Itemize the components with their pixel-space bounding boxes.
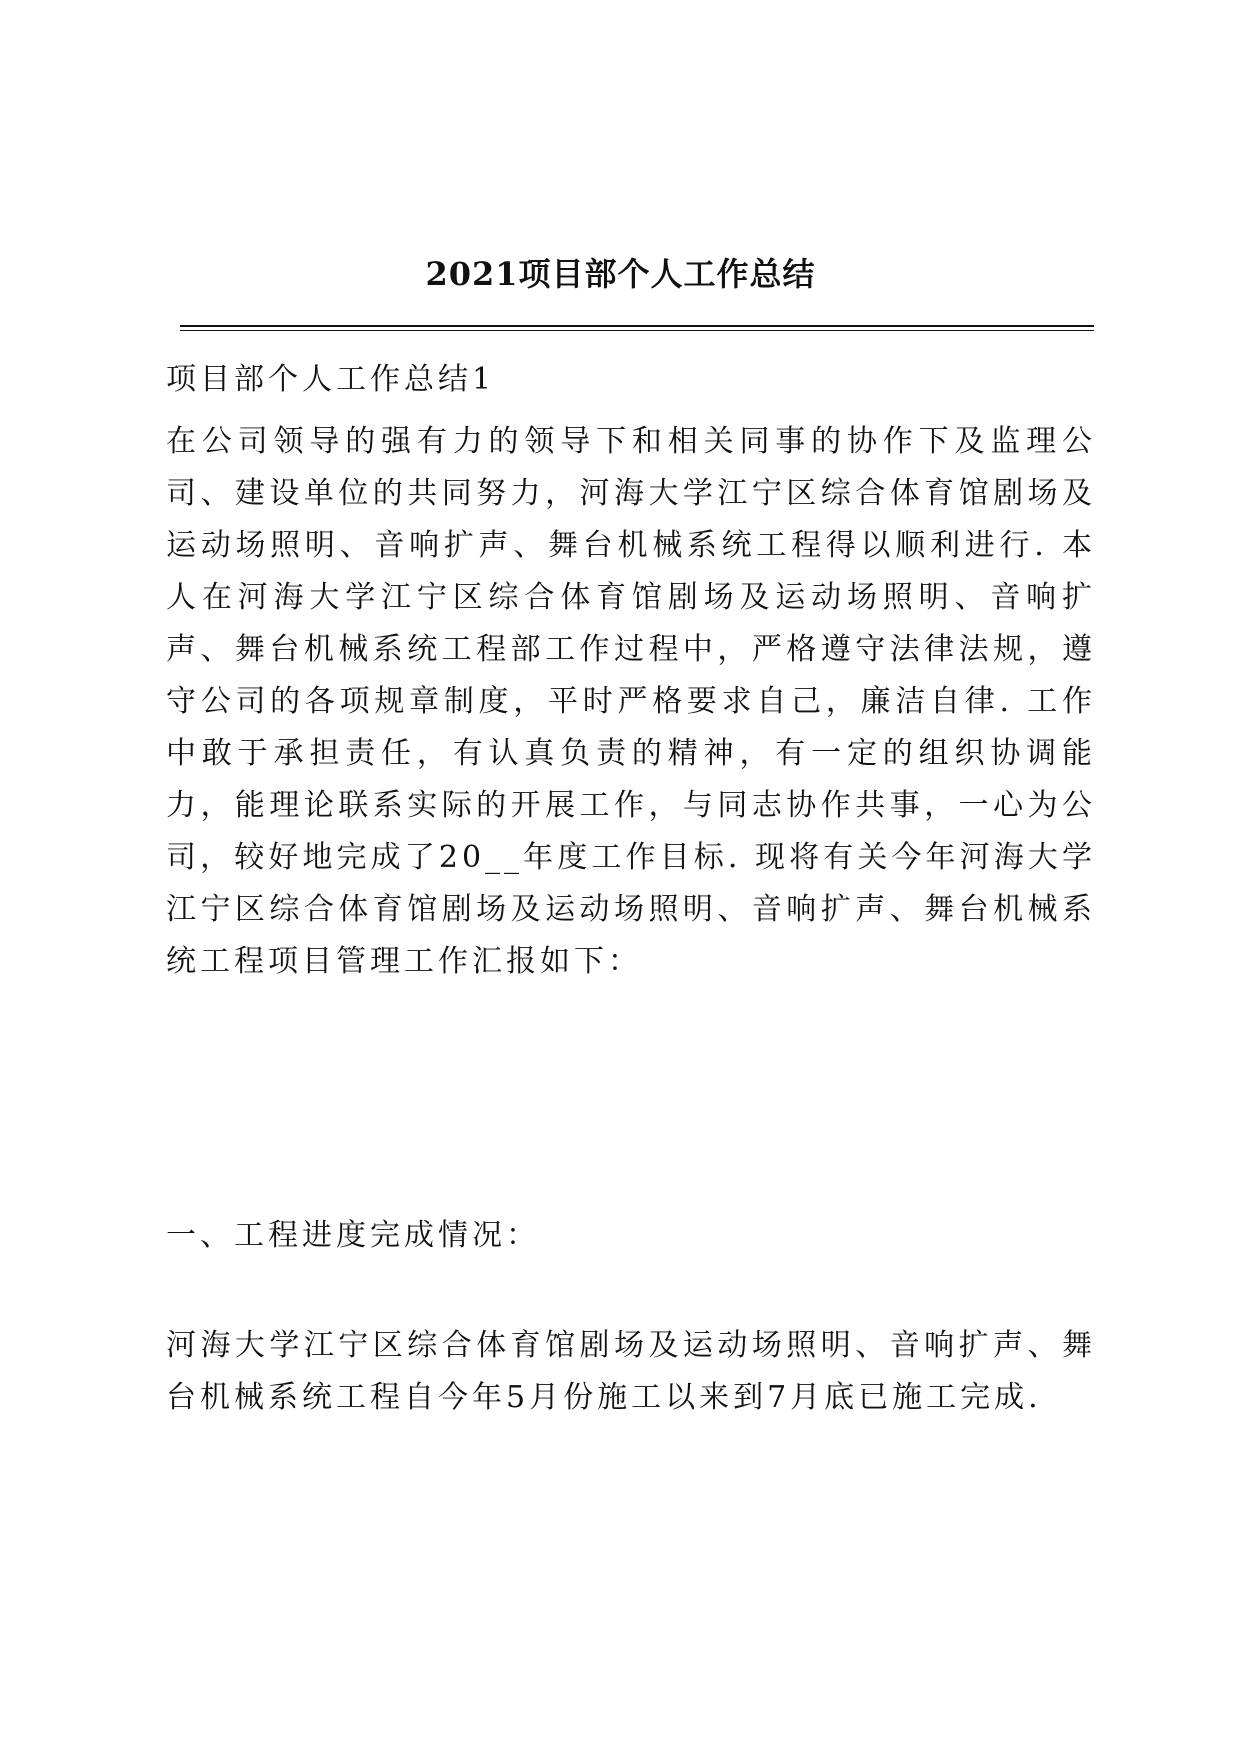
section-subtitle: 项目部个人工作总结1 [166,362,496,397]
section-heading: 一、工程进度完成情况： [166,1218,540,1253]
rule-line-thin [180,330,1094,331]
title-double-rule [180,325,1094,332]
intro-paragraph: 在公司领导的强有力的领导下和相关同事的协作下及监理公司、建设单位的共同努力，河海大学江宁区综合体育馆剧场及运动场照明、音响扩声、舞台机械系统工程得以顺利进行. 本人在河海大学江宁区综合体育馆剧场及运动场照明、音响扩声、舞台机械系统工程部工作过程中，严格遵守法律法规，遵守公司的各项规章制度，平时严格要求自己，廉洁自律. 工作中敢于承担责任，有认真负责的精神，有一定的组织协调能力，能理论联系实际的开展工作，与同志协作共事，一心为公司，较好地完成了20__年度工作目标. 现将有关今年河海大学江宁区综合体育馆剧场及运动场照明、音响扩声、舞台机械系统工程项目管理工作汇报如下： [166,424,1096,979]
document-title: 2021项目部个人工作总结 [425,255,816,293]
rule-line-thick [180,325,1094,327]
section-paragraph: 河海大学江宁区综合体育馆剧场及运动场照明、音响扩声、舞台机械系统工程自今年5月份施工以来到7月底已施工完成. [166,1328,1096,1415]
